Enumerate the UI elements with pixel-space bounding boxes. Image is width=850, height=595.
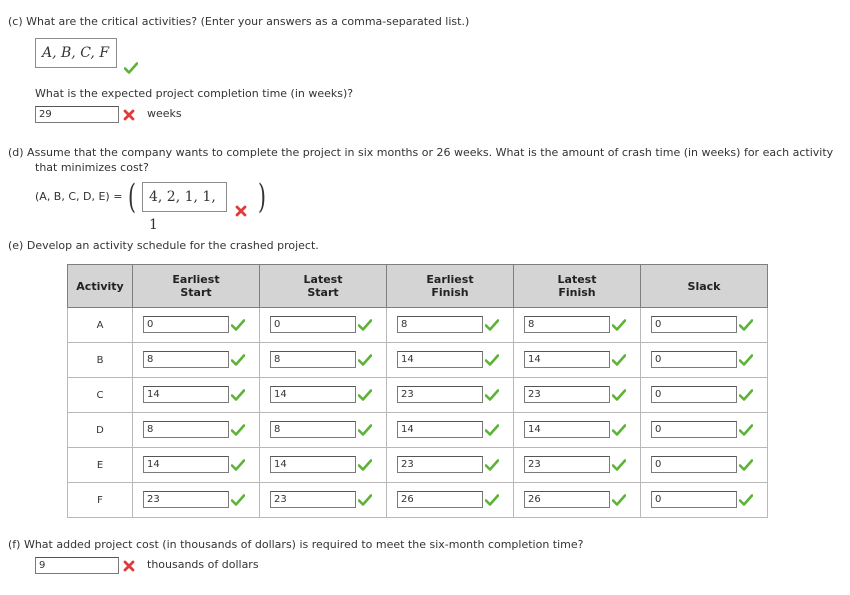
correct-check-icon [358,459,372,471]
slack-input[interactable]: 0 [651,316,737,333]
correct-check-icon [612,319,626,331]
critical-activities-answer[interactable]: A, B, C, F [35,38,117,68]
correct-check-icon [739,494,753,506]
latest-start-cell [260,413,387,448]
added-cost-input[interactable]: 9 [35,557,119,574]
latest-start-input[interactable]: 0 [270,316,356,333]
correct-check-icon [739,424,753,436]
correct-check-icon [612,424,626,436]
table-row [68,448,768,483]
correct-check-icon [231,424,245,436]
latest-finish-input[interactable]: 23 [524,456,610,473]
slack-cell [641,378,768,413]
table-row [68,413,768,448]
earliest-start-cell [133,378,260,413]
earliest-finish-input[interactable]: 8 [397,316,483,333]
activity-cell: A [68,308,133,343]
earliest-finish-input[interactable]: 26 [397,491,483,508]
correct-check-icon [739,459,753,471]
earliest-finish-cell [387,308,514,343]
correct-check-icon [358,389,372,401]
added-cost-unit: thousands of dollars [147,558,259,571]
correct-check-icon [485,389,499,401]
correct-check-icon [358,424,372,436]
question-f: (f) What added project cost (in thousands of dollars) is required to meet the six-month completion time? [8,538,584,551]
correct-check-icon [485,319,499,331]
slack-cell [641,483,768,518]
activity-cell: B [68,343,133,378]
correct-check-icon [485,459,499,471]
question-d-line2: that minimizes cost? [35,161,149,174]
correct-check-icon [612,389,626,401]
correct-check-icon [231,389,245,401]
header-slack: Slack [641,265,768,308]
latest-start-cell [260,483,387,518]
earliest-start-cell [133,483,260,518]
completion-time-unit: weeks [147,107,182,120]
correct-check-icon [231,319,245,331]
correct-check-icon [612,459,626,471]
slack-input[interactable]: 0 [651,386,737,403]
earliest-start-cell [133,413,260,448]
activity-schedule-table [67,264,768,518]
header-earliest-start: Earliest Start [133,265,260,308]
latest-start-input[interactable]: 23 [270,491,356,508]
crash-tuple-label: (A, B, C, D, E) = [35,190,123,203]
slack-cell [641,343,768,378]
incorrect-x-icon [235,205,247,217]
earliest-finish-cell [387,378,514,413]
correct-check-icon [358,494,372,506]
latest-finish-cell [514,343,641,378]
latest-start-input[interactable]: 14 [270,386,356,403]
correct-check-icon [231,459,245,471]
slack-cell [641,448,768,483]
header-latest-start: Latest Start [260,265,387,308]
latest-finish-input[interactable]: 23 [524,386,610,403]
table-row [68,308,768,343]
correct-check-icon [231,354,245,366]
header-activity: Activity [68,265,133,308]
table-row [68,483,768,518]
slack-cell [641,308,768,343]
latest-finish-input[interactable]: 14 [524,351,610,368]
latest-start-cell [260,448,387,483]
earliest-start-input[interactable]: 0 [143,316,229,333]
activity-cell: D [68,413,133,448]
earliest-start-input[interactable]: 8 [143,421,229,438]
question-c: (c) What are the critical activities? (Enter your answers as a comma-separated list.) [8,15,470,28]
latest-start-cell [260,378,387,413]
crash-time-answer[interactable]: 4, 2, 1, 1, 1 [142,182,227,212]
correct-check-icon [739,389,753,401]
activity-cell: F [68,483,133,518]
correct-check-icon [612,354,626,366]
open-paren: ( [128,177,136,217]
earliest-finish-input[interactable]: 23 [397,456,483,473]
earliest-finish-cell [387,448,514,483]
completion-time-input[interactable]: 29 [35,106,119,123]
table-header-row [68,265,768,308]
slack-input[interactable]: 0 [651,351,737,368]
close-paren: ) [258,177,266,217]
latest-finish-cell [514,378,641,413]
incorrect-x-icon [123,560,135,572]
slack-input[interactable]: 0 [651,491,737,508]
header-latest-finish: Latest Finish [514,265,641,308]
activity-cell: E [68,448,133,483]
question-e: (e) Develop an activity schedule for the crashed project. [8,239,319,252]
incorrect-x-icon [123,109,135,121]
table-row [68,378,768,413]
latest-finish-cell [514,448,641,483]
correct-check-icon [358,319,372,331]
latest-finish-cell [514,308,641,343]
latest-finish-input[interactable]: 26 [524,491,610,508]
slack-cell [641,413,768,448]
earliest-finish-cell [387,413,514,448]
correct-check-icon [358,354,372,366]
earliest-start-input[interactable]: 14 [143,456,229,473]
earliest-finish-cell [387,483,514,518]
latest-finish-input[interactable]: 8 [524,316,610,333]
correct-check-icon [124,62,138,74]
earliest-start-cell [133,308,260,343]
latest-start-input[interactable]: 14 [270,456,356,473]
header-earliest-finish: Earliest Finish [387,265,514,308]
earliest-finish-cell [387,343,514,378]
activity-cell: C [68,378,133,413]
latest-start-input[interactable]: 8 [270,421,356,438]
correct-check-icon [485,424,499,436]
earliest-start-input[interactable]: 8 [143,351,229,368]
latest-start-cell [260,343,387,378]
question-d-line1: (d) Assume that the company wants to complete the project in six months or 26 weeks. What is the amount of crash time (in weeks) for each activity [8,146,834,159]
correct-check-icon [739,354,753,366]
latest-finish-cell [514,483,641,518]
latest-start-cell [260,308,387,343]
latest-start-input[interactable]: 8 [270,351,356,368]
earliest-start-input[interactable]: 14 [143,386,229,403]
earliest-start-cell [133,343,260,378]
correct-check-icon [231,494,245,506]
earliest-start-cell [133,448,260,483]
slack-input[interactable]: 0 [651,421,737,438]
correct-check-icon [739,319,753,331]
earliest-finish-input[interactable]: 23 [397,386,483,403]
correct-check-icon [612,494,626,506]
latest-finish-cell [514,413,641,448]
correct-check-icon [485,494,499,506]
completion-time-question: What is the expected project completion time (in weeks)? [35,87,354,100]
earliest-finish-input[interactable]: 14 [397,421,483,438]
table-row [68,343,768,378]
earliest-finish-input[interactable]: 14 [397,351,483,368]
latest-finish-input[interactable]: 14 [524,421,610,438]
slack-input[interactable]: 0 [651,456,737,473]
earliest-start-input[interactable]: 23 [143,491,229,508]
correct-check-icon [485,354,499,366]
